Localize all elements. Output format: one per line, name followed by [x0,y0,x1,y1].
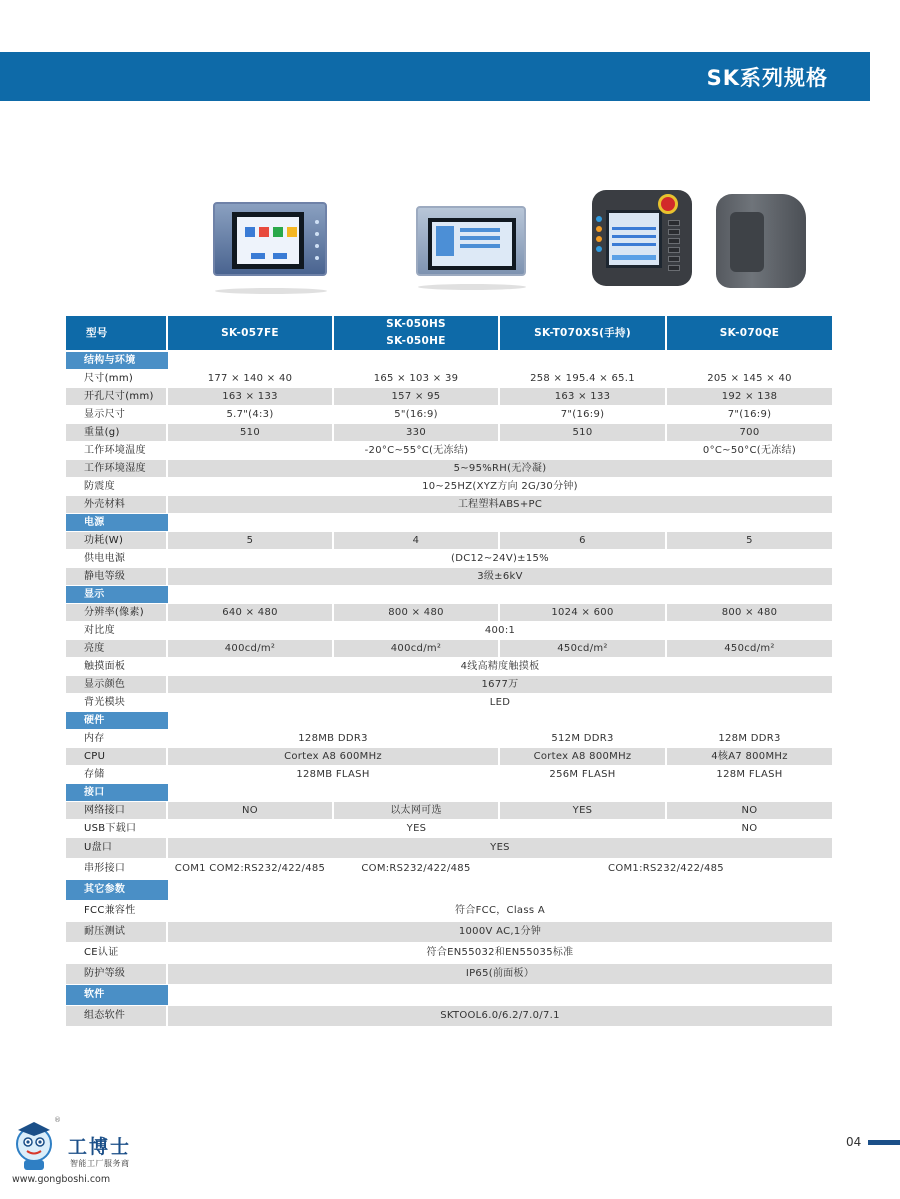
table-row [66,604,834,622]
table-cell: NO [168,802,334,820]
table-cell: 5 [667,532,834,550]
row-label: 尺寸(mm) [66,370,168,388]
table-row [66,694,834,712]
row-label: CPU [66,748,168,766]
table-cell: 7"(16:9) [667,406,834,424]
row-label: 重量(g) [66,424,168,442]
product-image-sk-t070xs-back [716,194,806,288]
row-label: 背光模块 [66,694,168,712]
row-label: 工作环境湿度 [66,460,168,478]
section-label: 硬件 [66,712,168,730]
table-cell: YES [500,802,667,820]
table-cell: 800 × 480 [667,604,834,622]
product-images [0,186,900,316]
table-cell: 7"(16:9) [500,406,667,424]
table-cell: 128MB FLASH [168,766,500,784]
table-cell: YES [168,820,667,838]
product-image-sk-057fe [213,202,327,276]
table-cell: NO [667,820,834,838]
table-cell [168,880,834,901]
model-name: SK-T070XS(手持) [534,326,631,339]
page-number: 04 [846,1135,862,1149]
table-row [66,676,834,694]
model-name: SK-050HS [386,318,446,330]
section-display [66,586,834,604]
table-row [66,766,834,784]
table-cell: 450cd/m² [500,640,667,658]
table-row [66,838,834,859]
table-cell: 128MB DDR3 [168,730,500,748]
table-cell: 700 [667,424,834,442]
table-row [66,802,834,820]
table-cell: 192 × 138 [667,388,834,406]
table-cell: 128M DDR3 [667,730,834,748]
table-cell: 163 × 133 [168,388,334,406]
table-cell [168,586,834,604]
spec-table [66,316,834,1027]
table-cell [168,985,834,1006]
row-label: 显示颜色 [66,676,168,694]
table-row [66,748,834,766]
header-sk-050hs-he [334,316,500,352]
table-row [66,922,834,943]
table-row [66,859,834,880]
table-cell: 165 × 103 × 39 [334,370,500,388]
row-label: 串形接口 [66,859,168,880]
table-row [66,820,834,838]
row-label: FCC兼容性 [66,901,168,922]
table-cell: 510 [168,424,334,442]
section-hardware [66,712,834,730]
row-label: 网络接口 [66,802,168,820]
table-cell: 5"(16:9) [334,406,500,424]
page-title: SK系列规格 [706,65,828,90]
table-cell: 符合EN55032和EN55035标准 [168,943,834,964]
section-power [66,514,834,532]
row-label: 亮度 [66,640,168,658]
row-label: 静电等级 [66,568,168,586]
header-bar [0,52,870,101]
table-cell: 400cd/m² [334,640,500,658]
table-cell: 5 [168,532,334,550]
table-row [66,943,834,964]
table-cell: Cortex A8 800MHz [500,748,667,766]
model-name: SK-057FE [221,326,279,339]
table-cell: COM1 COM2:RS232/422/485 [168,859,334,880]
header-sk-057fe [168,316,334,352]
row-label: USB下载口 [66,820,168,838]
section-label: 显示 [66,586,168,604]
table-cell: 1677万 [168,676,834,694]
table-cell: 5~95%RH(无冷凝) [168,460,834,478]
table-cell: 800 × 480 [334,604,500,622]
emergency-stop-icon [658,194,678,214]
table-cell: 258 × 195.4 × 65.1 [500,370,667,388]
table-row [66,532,834,550]
section-label: 软件 [66,985,168,1006]
table-cell: COM1:RS232/422/485 [500,859,834,880]
shadow [418,284,526,290]
shadow [215,288,327,294]
table-row [66,442,834,460]
table-cell: 205 × 145 × 40 [667,370,834,388]
table-cell: 163 × 133 [500,388,667,406]
table-row [66,460,834,478]
table-cell: LED [168,694,834,712]
row-label: 内存 [66,730,168,748]
row-label: 分辨率(像素) [66,604,168,622]
header-model: 型号 [66,316,168,352]
table-row [66,496,834,514]
table-row [66,568,834,586]
table-cell [168,712,834,730]
table-cell: (DC12~24V)±15% [168,550,834,568]
table-cell: 400:1 [168,622,834,640]
table-cell: 1024 × 600 [500,604,667,622]
product-image-sk-050hs [416,206,526,276]
brand-tagline: 智能工厂服务商 [70,1159,130,1168]
row-label: 存储 [66,766,168,784]
table-row [66,901,834,922]
row-label: 显示尺寸 [66,406,168,424]
table-cell: 512M DDR3 [500,730,667,748]
table-cell: 1000V AC,1分钟 [168,922,834,943]
product-image-sk-t070xs [592,190,692,286]
table-row [66,964,834,985]
row-label: 组态软件 [66,1006,168,1027]
table-cell: Cortex A8 600MHz [168,748,500,766]
table-row [66,424,834,442]
section-label: 接口 [66,784,168,802]
table-cell: 157 × 95 [334,388,500,406]
table-row [66,478,834,496]
table-row [66,406,834,424]
table-cell: 640 × 480 [168,604,334,622]
table-cell: 177 × 140 × 40 [168,370,334,388]
row-label: 防震度 [66,478,168,496]
brand-url[interactable]: www.gongboshi.com [12,1174,111,1185]
section-software [66,985,834,1006]
table-cell: -20°C~55°C(无冻结) [168,442,667,460]
row-label: 对比度 [66,622,168,640]
table-cell: 256M FLASH [500,766,667,784]
table-cell: 128M FLASH [667,766,834,784]
table-cell: 330 [334,424,500,442]
table-cell: 510 [500,424,667,442]
header-sk-t070xs [500,316,667,352]
table-cell: 400cd/m² [168,640,334,658]
row-label: 开孔尺寸(mm) [66,388,168,406]
table-cell: YES [168,838,834,859]
table-row [66,658,834,676]
table-cell: 0°C~50°C(无冻结) [667,442,834,460]
row-label: 供电电源 [66,550,168,568]
section-label: 结构与环境 [66,352,168,370]
model-name: SK-050HE [386,335,446,347]
table-cell: 符合FCC，Class A [168,901,834,922]
brand-logo: ® 工博士 智能工厂服务商 www.gongboshi.com [12,1116,132,1185]
table-cell: NO [667,802,834,820]
table-cell: 以太网可选 [334,802,500,820]
table-cell: 10~25HZ(XYZ方向 2G/30分钟) [168,478,834,496]
table-row [66,370,834,388]
row-label: 触摸面板 [66,658,168,676]
brand-name: 工博士 [68,1136,132,1158]
section-other [66,880,834,901]
row-label: U盘口 [66,838,168,859]
row-label: 工作环境温度 [66,442,168,460]
table-row [66,730,834,748]
table-row [66,550,834,568]
table-row [66,1006,834,1027]
table-row [66,388,834,406]
row-label: 功耗(W) [66,532,168,550]
table-cell: IP65(前面板） [168,964,834,985]
table-row [66,622,834,640]
table-cell [168,784,834,802]
page-number-bar [868,1140,900,1145]
table-cell: 4 [334,532,500,550]
table-cell: 6 [500,532,667,550]
header-sk-070qe [667,316,834,352]
section-label: 电源 [66,514,168,532]
table-cell: 450cd/m² [667,640,834,658]
model-name: SK-070QE [719,326,780,339]
table-cell: 3级±6kV [168,568,834,586]
table-cell [168,352,834,370]
row-label: 防护等级 [66,964,168,985]
table-cell: 4线高精度触摸板 [168,658,834,676]
row-label: 外壳材料 [66,496,168,514]
mascot-icon [10,1118,62,1174]
section-interface [66,784,834,802]
table-row [66,640,834,658]
row-label: 耐压测试 [66,922,168,943]
table-cell: COM:RS232/422/485 [334,859,500,880]
table-cell: 4核A7 800MHz [667,748,834,766]
table-cell [168,514,834,532]
table-cell: SKTOOL6.0/6.2/7.0/7.1 [168,1006,834,1027]
table-cell: 工程塑料ABS+PC [168,496,834,514]
section-label: 其它参数 [66,880,168,901]
table-cell: 5.7"(4:3) [168,406,334,424]
row-label: CE认证 [66,943,168,964]
section-structure [66,352,834,370]
